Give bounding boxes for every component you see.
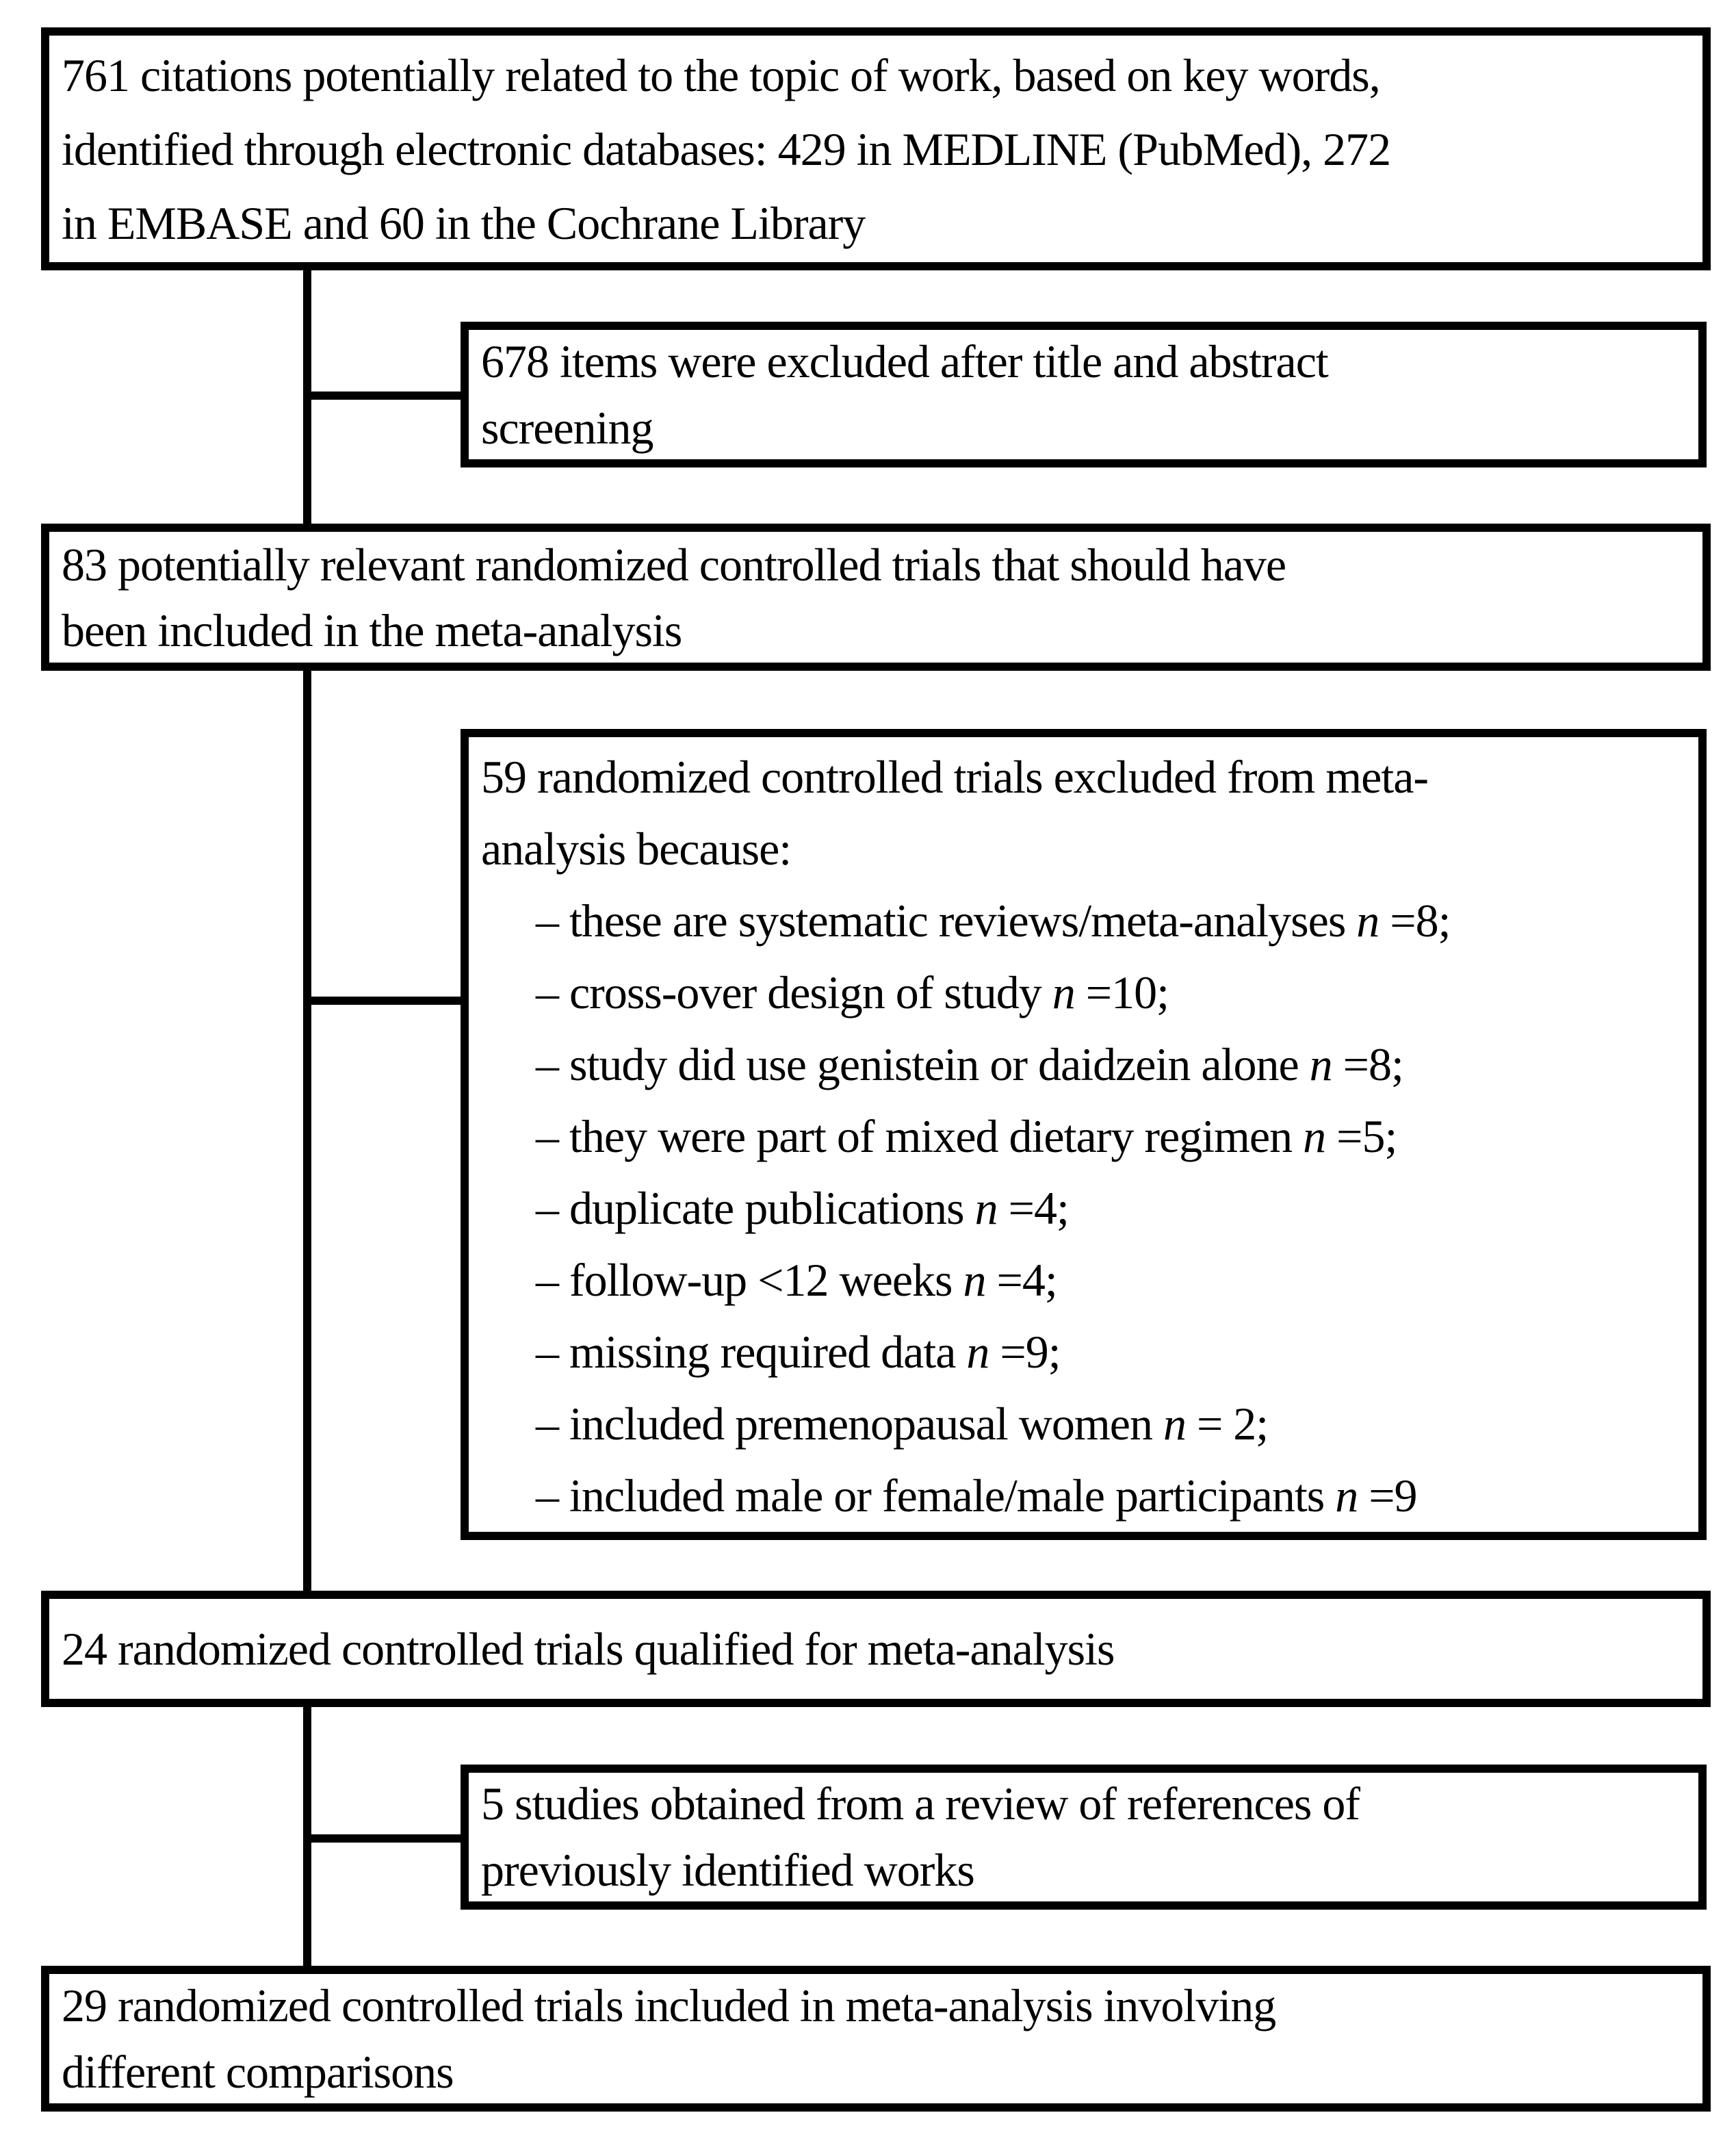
text-line: identified through electronic databases: 429 in MEDLINE (PubMed), 272 bbox=[62, 123, 1391, 175]
text-line: 761 citations potentially related to the topic of work, based on key words, bbox=[62, 49, 1380, 101]
text-line: been included in the meta-analysis bbox=[62, 604, 682, 656]
item-dash: – bbox=[536, 1470, 558, 1522]
item-count: = 2; bbox=[1196, 1398, 1269, 1450]
connector-vertical-2 bbox=[303, 665, 311, 1596]
exclusion-item bbox=[481, 1460, 1686, 1532]
item-text: missing required data bbox=[569, 1326, 956, 1378]
text-line: 59 randomized controlled trials excluded from meta- bbox=[481, 751, 1429, 803]
box-excluded-title-abstract bbox=[461, 322, 1707, 467]
item-dash: – bbox=[536, 1110, 558, 1162]
item-count: =4; bbox=[996, 1254, 1057, 1306]
box-included-rcts bbox=[41, 1966, 1711, 2112]
item-dash: – bbox=[536, 1326, 558, 1378]
text-line: different comparisons bbox=[62, 2045, 454, 2098]
item-count: =4; bbox=[1008, 1182, 1069, 1234]
item-text: cross-over design of study bbox=[569, 966, 1041, 1018]
exclusion-item bbox=[481, 1244, 1686, 1316]
text-line: 83 potentially relevant randomized controlled trials that should have bbox=[62, 538, 1286, 591]
connector-branch-1 bbox=[307, 392, 469, 400]
box-potentially-relevant-rcts bbox=[41, 524, 1711, 671]
exclusion-item bbox=[481, 885, 1686, 957]
item-text: they were part of mixed dietary regimen bbox=[569, 1110, 1293, 1162]
item-dash: – bbox=[536, 895, 558, 947]
connector-branch-2 bbox=[307, 997, 469, 1005]
text-line: previously identified works bbox=[481, 1844, 974, 1896]
item-dash: – bbox=[536, 1254, 558, 1306]
box-excluded-from-meta-analysis bbox=[461, 729, 1707, 1540]
item-count: =8; bbox=[1390, 895, 1451, 947]
item-dash: – bbox=[536, 1038, 558, 1090]
item-text: these are systematic reviews/meta-analyses bbox=[569, 895, 1346, 947]
text-line: 678 items were excluded after title and abstract bbox=[481, 335, 1328, 387]
item-text: included male or female/male participants bbox=[569, 1470, 1325, 1522]
item-n-symbol: n bbox=[1163, 1398, 1186, 1450]
box-reference-review-studies bbox=[461, 1765, 1707, 1910]
item-text: included premenopausal women bbox=[569, 1398, 1152, 1450]
item-n-symbol: n bbox=[1303, 1110, 1326, 1162]
item-count: =8; bbox=[1343, 1038, 1403, 1090]
exclusion-item bbox=[481, 1388, 1686, 1460]
box-records-identified bbox=[41, 27, 1711, 270]
text-line: 29 randomized controlled trials included in meta-analysis involving bbox=[62, 1979, 1276, 2031]
exclusion-item bbox=[481, 1172, 1686, 1244]
text-line: 5 studies obtained from a review of references of bbox=[481, 1778, 1360, 1830]
text-line: in EMBASE and 60 in the Cochrane Library bbox=[62, 196, 866, 249]
connector-branch-3 bbox=[307, 1834, 469, 1843]
exclusion-item bbox=[481, 1101, 1686, 1172]
item-count: =9 bbox=[1369, 1470, 1417, 1522]
item-count: =5; bbox=[1336, 1110, 1397, 1162]
text-line: 24 randomized controlled trials qualified for meta-analysis bbox=[62, 1623, 1115, 1675]
box-qualified-rcts bbox=[41, 1591, 1711, 1707]
item-text: follow-up <12 weeks bbox=[569, 1254, 953, 1306]
item-dash: – bbox=[536, 1182, 558, 1234]
exclusion-item bbox=[481, 957, 1686, 1029]
item-n-symbol: n bbox=[1309, 1038, 1332, 1090]
item-n-symbol: n bbox=[974, 1182, 998, 1234]
item-dash: – bbox=[536, 1398, 558, 1450]
item-count: =9; bbox=[1000, 1326, 1061, 1378]
exclusion-item bbox=[481, 1029, 1686, 1101]
item-n-symbol: n bbox=[1335, 1470, 1358, 1522]
exclusion-item bbox=[481, 1316, 1686, 1388]
item-n-symbol: n bbox=[1356, 895, 1379, 947]
item-text: study did use genistein or daidzein alone bbox=[569, 1038, 1299, 1090]
item-n-symbol: n bbox=[1052, 966, 1075, 1018]
text-line: analysis because: bbox=[481, 823, 792, 875]
text-line: screening bbox=[481, 401, 653, 454]
item-dash: – bbox=[536, 966, 558, 1018]
item-count: =10; bbox=[1085, 966, 1169, 1018]
item-n-symbol: n bbox=[966, 1326, 989, 1378]
item-text: duplicate publications bbox=[569, 1182, 964, 1234]
item-n-symbol: n bbox=[963, 1254, 986, 1306]
